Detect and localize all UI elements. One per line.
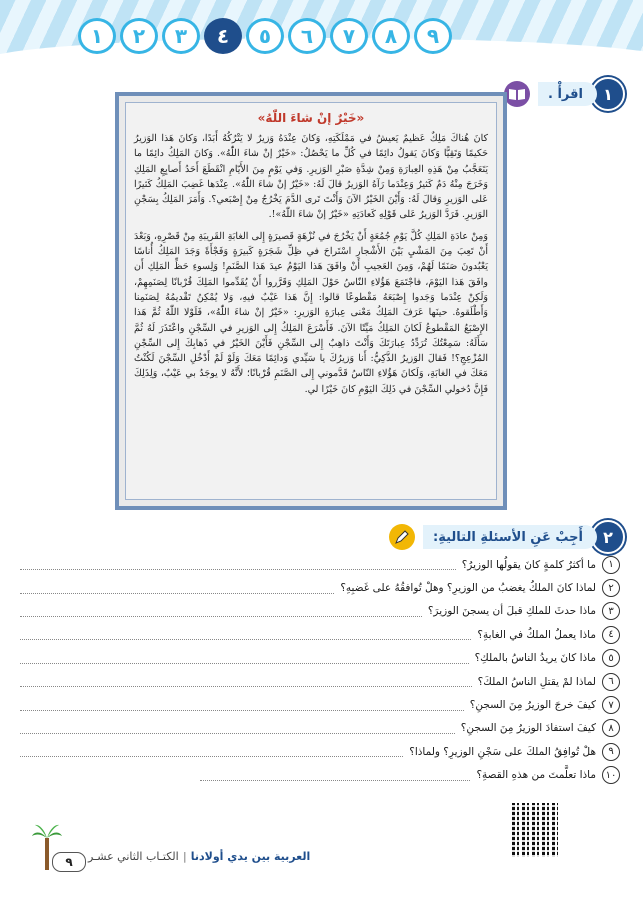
number-badge: ٥ xyxy=(246,18,284,54)
question-text: ماذا كانَ يريدُ الناسُ بالملكِ؟ xyxy=(474,652,596,665)
question-number: ٨ xyxy=(602,719,620,737)
question-number: ٧ xyxy=(602,696,620,714)
questions-list xyxy=(20,553,620,787)
question-item xyxy=(20,623,620,646)
section-title: اقرأْ . xyxy=(548,86,583,102)
question-item xyxy=(20,764,620,787)
answer-line[interactable] xyxy=(20,746,403,757)
story-paragraph: وَمِنْ عادَةِ المَلِكِ كُلَّ يَوْمِ جُمُعَةٍ أَنْ يَخْرُجَ في نُزْهَةٍ قَصيرَةٍ إِلى الغابَةِ القَريبَةِ مِنْ قَصْرِهِ، وَبَعْدَ أَنْ تَعِبَ مِنَ المَشْيِ بَيْنَ الأَشْجارِ اسْتَراحَ في ظِلِّ شَجَرَةٍ كَبيرَةٍ وَفَجْأَةً وَجَدَ المَلِكُ أُناسًا يَعْبُدونَ صَنَمًا لَهُمْ، وَمِنَ العَجيبِ أَنْ وافَقَ هَذا اليَوْمُ عيدَ هَذا الصَّنَمِ! وَلِسوءِ حَظِّ المَلِكِ أَن وافَقَ هَذا اليَوْمَ، فاجْتَمَعَ هَؤُلاءِ النّاسُ حَوْلَ المَلِكِ وَقَرَّروا أَنْ يُقَدِّموا المَلِكَ قُرْبانًا لِصَنَمِهِمْ، وَلَكِنْ عِنْدَما وَجَدوا إِصْبَعَهُ مَقْطوعًا قالوا: إِنَّ هَذا عَيْبٌ فيهِ، وَلا يُمْكِنُ تَقْديمُهُ لِصَنَمِنا وَأَطْلَقوهُ. حينَها عَرَفَ المَلِكُ مَعْنى عِبارَةِ الوَزيرِ: «خَيْرٌ إنْ شاءَ اللّٰهُ»، فَلَوْلا اللّٰهُ ثُمَّ هَذا الإِصْبَعُ المَقْطوعُ لَكانَ المَلِكُ مَيِّتًا الآنَ. فَأَسْرَعَ المَلِكُ إِلى الوَزيرِ في السِّجْنِ واعْتَذَرَ لَهُ ثُمَّ سَأَلَهُ: سَمِعْتُكَ تُرَدِّدُ عِبارَتَكَ وَأَنْتَ ذاهِبٌ إِلى السِّجْنِ فَأَيْنَ الخَيْرُ في ذَهابِكَ إِلى السِّجْنِ المُزْعِجِ؟! فَقالَ الوَزيرُ الذَّكِيُّ: أَنا وَزيرُكَ يا سَيِّدي وَدائِمًا مَعَكَ وَلَوْ لَمْ أَدْخُلِ السِّجْنَ لَكُنْتُ مَعَكَ في الغابَةِ، وَلَكانَ هَؤُلاءِ النّاسُ قَدَّموني إِلى الصَّنَمِ قُرْبانًا؛ لأَنَّهُ لا يوجَدُ بي عَيْبٌ، وَلِذَلِكَ فَإِنَّ دُخولي السِّجْنَ في ذَلِكَ اليَوْمِ كانَ خَيْرًا لي. xyxy=(134,230,488,395)
reading-books-icon xyxy=(504,81,530,107)
question-text: كيفَ خرجَ الوزيرُ مِنَ السجنِ؟ xyxy=(469,699,596,712)
question-text: هلْ تُوافِقُ الملكَ على سَجْنِ الوزيرِ؟ ولماذا؟ xyxy=(409,745,596,758)
question-item xyxy=(20,647,620,670)
question-text: لماذا لمْ يقتلِ الناسُ الملكَ؟ xyxy=(477,675,596,688)
answer-line[interactable] xyxy=(20,606,422,617)
answer-line[interactable] xyxy=(200,770,470,781)
series-title: العربية بين يدي أولادنا xyxy=(190,850,311,863)
number-strip xyxy=(78,18,452,54)
reading-passage-box xyxy=(115,92,507,510)
question-number: ٣ xyxy=(602,602,620,620)
question-text: ماذا حدثَ للملكِ قبلَ أن يسجنَ الوزيرَ؟ xyxy=(427,605,596,618)
section-title: أَجِبْ عَنِ الأسئلةِ التاليةِ: xyxy=(433,529,583,545)
section-read-heading xyxy=(504,80,625,108)
question-number: ١٠ xyxy=(602,766,620,784)
question-item xyxy=(20,693,620,716)
answer-line[interactable] xyxy=(20,629,471,640)
question-item xyxy=(20,670,620,693)
number-badge: ٩ xyxy=(414,18,452,54)
question-number: ٢ xyxy=(602,579,620,597)
question-item xyxy=(20,717,620,740)
number-badge: ٢ xyxy=(120,18,158,54)
question-text: لماذا كانَ الملكُ يغضبُ من الوزيرِ؟ وهلْ تُوافقُهُ على غَضبِهِ؟ xyxy=(340,582,596,595)
number-badge: ٨ xyxy=(372,18,410,54)
answer-line[interactable] xyxy=(20,653,469,664)
question-text: ماذا يعملُ الملكُ في الغابةِ؟ xyxy=(477,628,596,641)
answer-line[interactable] xyxy=(20,700,464,711)
question-item xyxy=(20,740,620,763)
story-title: «خَيْرٌ إنْ شاءَ اللّٰهُ» xyxy=(257,111,365,125)
footer-title: العربية بين يدي أولادنا|الكتـاب الثاني عشـر xyxy=(88,850,311,863)
section-number: ٢ xyxy=(591,520,625,554)
answer-line[interactable] xyxy=(20,723,455,734)
answer-line[interactable] xyxy=(20,583,334,594)
qr-code[interactable] xyxy=(512,803,558,857)
answer-line[interactable] xyxy=(20,559,456,570)
question-number: ٩ xyxy=(602,743,620,761)
question-number: ٦ xyxy=(602,673,620,691)
number-badge: ٦ xyxy=(288,18,326,54)
section-number: ١ xyxy=(591,77,625,111)
number-badge: ١ xyxy=(78,18,116,54)
question-text: كيفَ استفادَ الوزيرُ مِنَ السجنِ؟ xyxy=(460,722,596,735)
section-questions-heading xyxy=(389,523,625,551)
number-badge: ٣ xyxy=(162,18,200,54)
number-badge-active: ٤ xyxy=(204,18,242,54)
question-text: ما أكثرُ كلمةٍ كانَ يقولُها الوزيرُ؟ xyxy=(461,558,596,571)
pencil-icon xyxy=(389,524,415,550)
question-item xyxy=(20,576,620,599)
page-number: ٩ xyxy=(52,852,86,872)
question-text: ماذا تعلَّمتَ من هذهِ القصةِ؟ xyxy=(476,769,596,782)
question-number: ٤ xyxy=(602,626,620,644)
question-item xyxy=(20,600,620,623)
question-number: ٥ xyxy=(602,649,620,667)
book-title: الكتـاب الثاني عشـر xyxy=(88,850,179,863)
question-item xyxy=(20,553,620,576)
story-paragraph: كانَ هُناكَ مَلِكٌ عَظيمٌ يَعيشُ في مَمْلَكَتِهِ، وَكانَ عِنْدَهُ وَزيرٌ لا يَتْرُكُهُ أَبَدًا، وَكانَ هَذا الوَزيرُ حَكيمًا وَتَقِيًّا وَكانَ يَقولُ دائِمًا في كُلِّ ما يَحْصُلُ: «خَيْرٌ إنْ شاءَ اللّٰهُ». وَكانَ المَلِكُ دائِمًا ما يَتَعَجَّبُ مِنْ هَذِهِ العِبارَةِ وَمِنْ شِدَّةِ صَبْرِ الوَزيرِ. وَفي يَوْمٍ مِنَ الأَيّامِ انْقَطَعَ أَحَدُ أَصابِعِ المَلِكِ وَخَرَجَ مِنْهُ دَمٌ كَثيرٌ وَعِنْدَما رَآهُ الوَزيرُ قالَ لَهُ: «خَيْرٌ إنْ شاءَ اللّٰهُ». عِنْدَها غَضِبَ المَلِكُ كَثيرًا عَلى الوَزيرِ وَقالَ لَهُ: وَأَيْنَ الخَيْرُ الآنَ وَأَنْتَ تَرى الدَّمَ يَخْرُجُ مِنْ إِصْبَعي؟. وَأَمَرَ المَلِكُ بِسَجْنِ الوَزيرِ. فَرَدَّ الوَزيرُ عَلى قَوْلِهِ كَعادَتِهِ «خَيْرٌ إنْ شاءَ اللّٰهُ»!. xyxy=(134,133,488,221)
question-number: ١ xyxy=(602,556,620,574)
number-badge: ٧ xyxy=(330,18,368,54)
answer-line[interactable] xyxy=(20,676,472,687)
